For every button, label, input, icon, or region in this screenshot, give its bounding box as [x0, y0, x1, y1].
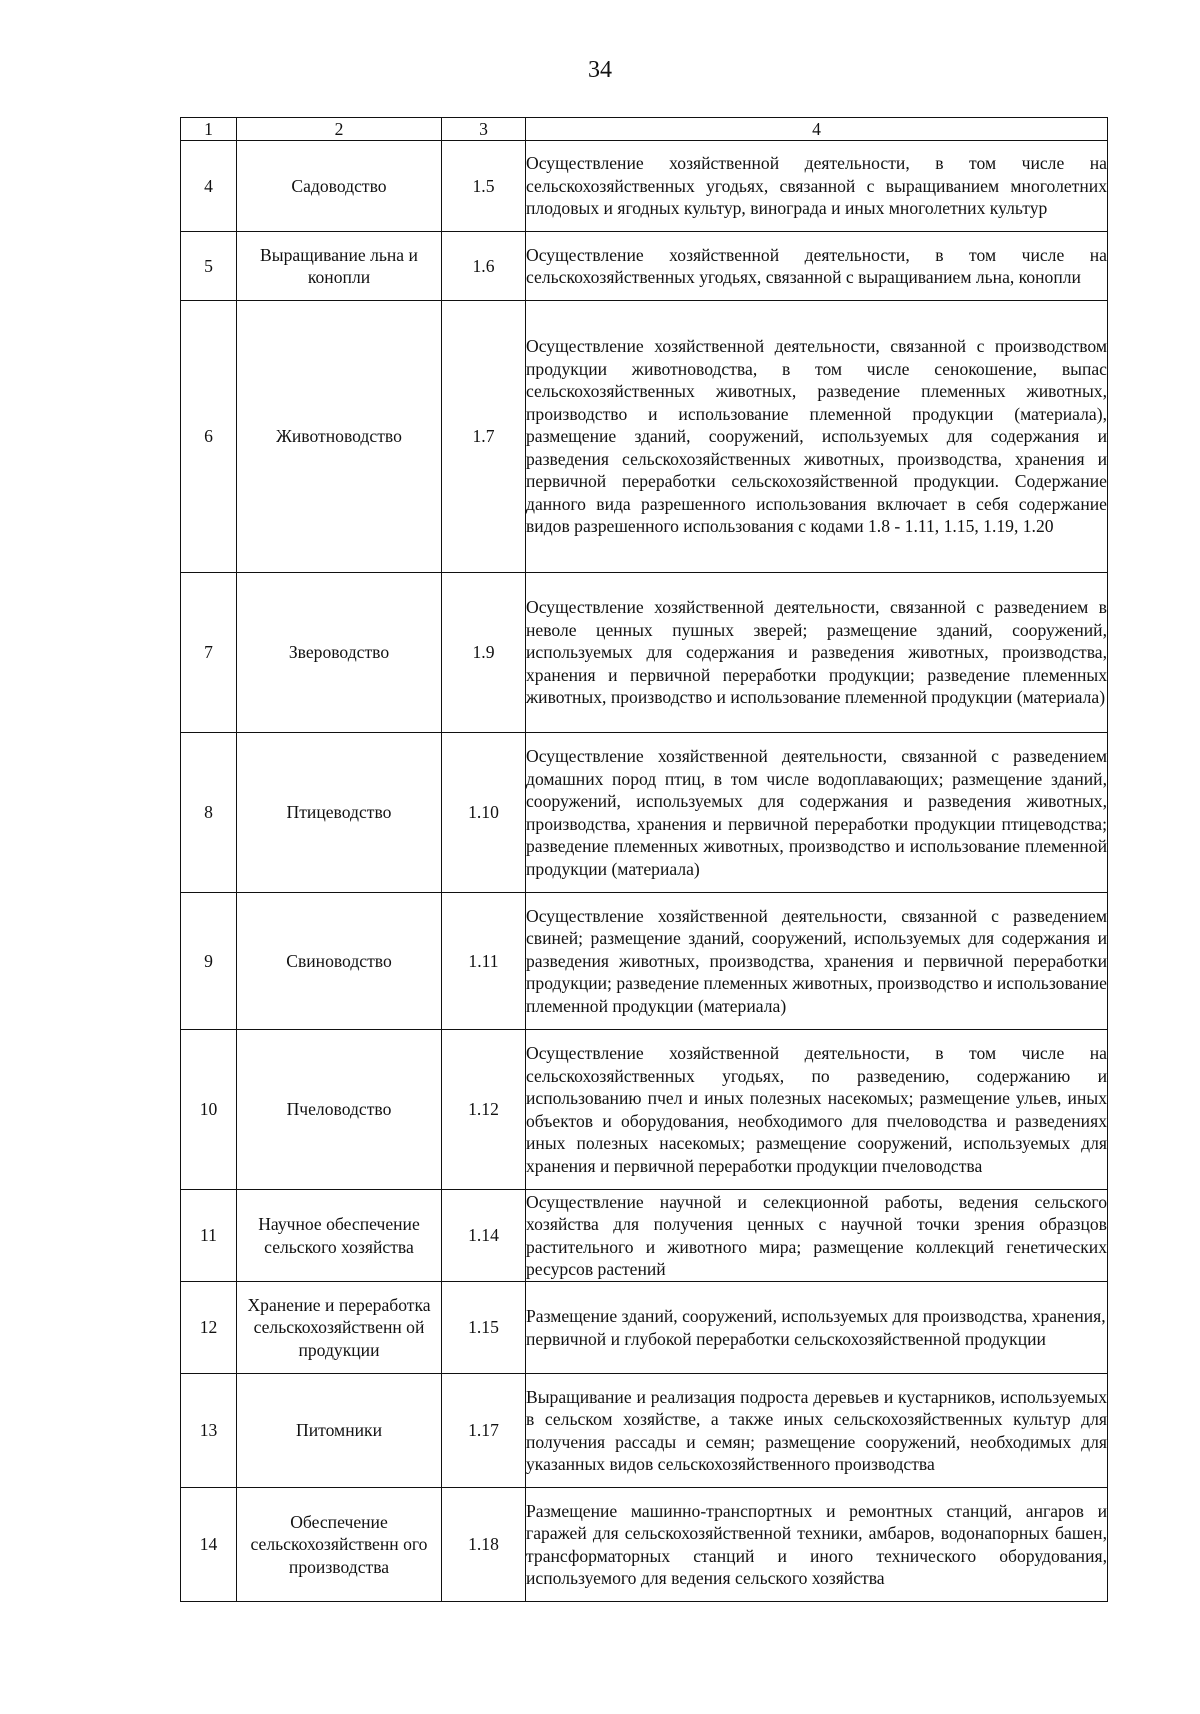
use-description	[526, 1030, 1108, 1190]
row-number: 5	[181, 232, 237, 301]
row-number: 14	[181, 1488, 237, 1602]
use-code: 1.6	[442, 232, 526, 301]
description-text: Осуществление хозяйственной деятельности, в том числе на сельскохозяйственных угодьях, по разведению, содержанию и использованию пчел и иных полезных насекомых; размещение ульев, иных объектов и оборудования, необходимого для пчеловодства и разведениях иных полезных насекомых; размещение сооружений, используемых для хранения и первичной переработки продукции пчеловодства	[526, 1043, 1107, 1176]
header-col-3: 3	[442, 118, 526, 141]
description-text: Осуществление хозяйственной деятельности, связанной с производством продукции животноводства, в том числе сенокошение, выпас сельскохозяйственных животных, разведение племенных животных, производство и использование племенной продукции (материала), размещение зданий, сооружений, используемых для содержания и разведения сельскохозяйственных животных, производства, хранения и первичной переработки сельскохозяйственной продукции. Содержание данного вида разрешенного использования включает в себя содержание видов разрешенного использования с кодами 1.8 - 1.11, 1.15, 1.19, 1.20	[526, 336, 1107, 537]
use-code: 1.17	[442, 1374, 526, 1488]
table-row	[181, 733, 1108, 893]
use-description	[526, 301, 1108, 573]
use-description	[526, 573, 1108, 733]
use-name: Свиноводство	[237, 893, 442, 1030]
row-number: 10	[181, 1030, 237, 1190]
use-code: 1.14	[442, 1190, 526, 1282]
use-name: Садоводство	[237, 141, 442, 232]
table-header	[181, 118, 1108, 141]
use-name: Птицеводство	[237, 733, 442, 893]
description-text: Осуществление хозяйственной деятельности, связанной с разведением домашних пород птиц, в том числе водоплавающих; размещение зданий, сооружений, используемых для содержания и разведения животных, производства, хранения и первичной переработки продукции птицеводства; разведение племенных животных, производство и использование племенной продукции (материала)	[526, 746, 1107, 879]
use-name: Пчеловодство	[237, 1030, 442, 1190]
use-code: 1.9	[442, 573, 526, 733]
table-row	[181, 141, 1108, 232]
description-text: Выращивание и реализация подроста деревьев и кустарников, используемых в сельском хозяйстве, а также иных сельскохозяйственных культур для получения рассады и семян; размещение сооружений, необходимых для указанных видов сельскохозяйственного производства	[526, 1386, 1107, 1474]
header-col-4: 4	[526, 118, 1108, 141]
table-row	[181, 893, 1108, 1030]
description-text: Размещение зданий, сооружений, используемых для производства, хранения, первичной и глубокой переработки сельскохозяйственной продукции	[526, 1306, 1106, 1349]
use-description	[526, 733, 1108, 893]
table-row	[181, 232, 1108, 301]
page-number: 34	[588, 57, 612, 83]
table-row	[181, 1374, 1108, 1488]
land-use-table	[180, 117, 1108, 1602]
use-description	[526, 1190, 1108, 1282]
use-name: Хранение и переработка сельскохозяйственн ой продукции	[237, 1282, 442, 1374]
row-number: 13	[181, 1374, 237, 1488]
use-name: Звероводство	[237, 573, 442, 733]
description-text: Осуществление научной и селекционной работы, ведения сельского хозяйства для получения ценных с научной точки зрения образцов растительного и животного мира; размещение коллекций генетических ресурсов растений	[526, 1191, 1107, 1279]
use-description	[526, 1374, 1108, 1488]
use-name: Научное обеспечение сельского хозяйства	[237, 1190, 442, 1282]
use-name: Питомники	[237, 1374, 442, 1488]
use-description	[526, 1282, 1108, 1374]
use-code: 1.7	[442, 301, 526, 573]
row-number: 11	[181, 1190, 237, 1282]
use-code: 1.10	[442, 733, 526, 893]
description-text: Размещение машинно-транспортных и ремонтных станций, ангаров и гаражей для сельскохозяйственной техники, амбаров, водонапорных башен, трансформаторных станций и иного технического оборудования, используемого для ведения сельского хозяйства	[526, 1500, 1107, 1588]
row-number: 6	[181, 301, 237, 573]
row-number: 4	[181, 141, 237, 232]
row-number: 12	[181, 1282, 237, 1374]
table-row	[181, 1488, 1108, 1602]
table-body	[181, 141, 1108, 1602]
row-number: 7	[181, 573, 237, 733]
use-code: 1.15	[442, 1282, 526, 1374]
header-col-1: 1	[181, 118, 237, 141]
use-description	[526, 232, 1108, 301]
use-code: 1.11	[442, 893, 526, 1030]
header-col-2: 2	[237, 118, 442, 141]
header-row	[181, 118, 1108, 141]
table-row	[181, 573, 1108, 733]
use-name: Животноводство	[237, 301, 442, 573]
row-number: 8	[181, 733, 237, 893]
use-description	[526, 141, 1108, 232]
use-name: Выращивание льна и конопли	[237, 232, 442, 301]
table-row	[181, 1190, 1108, 1282]
table-row	[181, 1282, 1108, 1374]
row-number: 9	[181, 893, 237, 1030]
description-text: Осуществление хозяйственной деятельности, в том числе на сельскохозяйственных угодьях, связанной с выращиванием многолетних плодовых и ягодных культур, винограда и иных многолетних культур	[526, 153, 1107, 219]
description-text: Осуществление хозяйственной деятельности, в том числе на сельскохозяйственных угодьях, связанной с выращиванием льна, конопли	[526, 244, 1107, 287]
description-text: Осуществление хозяйственной деятельности, связанной с разведением в неволе ценных пушных зверей; размещение зданий, сооружений, используемых для содержания и разведения животных, производства, хранения и первичной переработки продукции; разведение племенных животных, производство и использование племенной продукции (материала)	[526, 597, 1107, 708]
use-name: Обеспечение сельскохозяйственн ого производства	[237, 1488, 442, 1602]
use-code: 1.12	[442, 1030, 526, 1190]
description-text: Осуществление хозяйственной деятельности, связанной с разведением свиней; размещение зданий, сооружений, используемых для содержания и разведения животных, производства, хранения и первичной переработки продукции; разведение племенных животных, производство и использование племенной продукции (материала)	[526, 905, 1107, 1016]
use-description	[526, 1488, 1108, 1602]
table-row	[181, 301, 1108, 573]
use-description	[526, 893, 1108, 1030]
use-code: 1.5	[442, 141, 526, 232]
table-row	[181, 1030, 1108, 1190]
use-code: 1.18	[442, 1488, 526, 1602]
